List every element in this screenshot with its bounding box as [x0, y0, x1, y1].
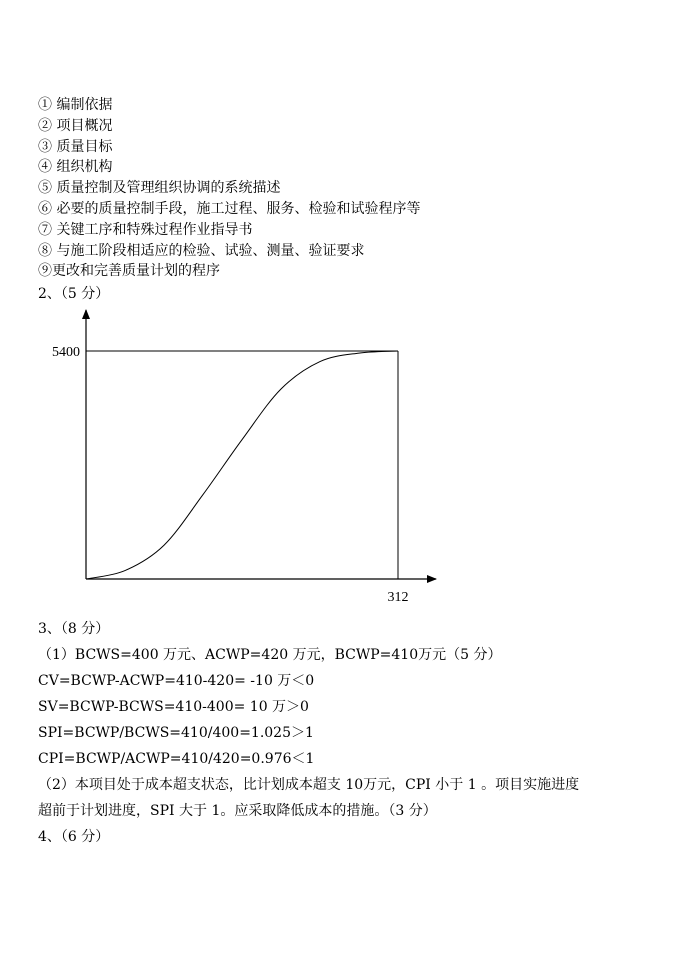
section-4-heading: 4、（6 分） — [38, 829, 110, 845]
y-tick-label: 5400 — [52, 345, 80, 360]
section-3-heading: 3、（8 分） — [38, 621, 110, 637]
list-item: ⑧ 与施工阶段相适应的检验、试验、测量、验证要求 — [38, 242, 365, 259]
section-2-heading: 2、（5 分） — [38, 286, 110, 302]
list-item: ① 编制依据 — [38, 97, 113, 113]
cpi-formula: CPI=BCWP/ACWP=410/420=0.976＜1 — [38, 751, 315, 767]
s-curve-chart — [0, 300, 688, 620]
list-item: ⑨更改和完善质量计划的程序 — [38, 263, 220, 280]
question-2-line-2: 超前于计划进度，SPI 大于 1。应采取降低成本的措施。（3 分） — [38, 803, 437, 819]
x-tick-label: 312 — [387, 590, 409, 605]
spi-formula: SPI=BCWP/BCWS=410/400=1.025＞1 — [38, 725, 314, 741]
list-item: ② 项目概况 — [38, 117, 113, 134]
list-item: ④ 组织机构 — [38, 159, 113, 176]
question-2-line-1: （2）本项目处于成本超支状态，比计划成本超支 10万元，CPI 小于 1 。项目实施进度 — [38, 777, 580, 793]
quality-plan-list — [38, 95, 420, 282]
cv-formula: CV=BCWP-ACWP=410-420= -10 万＜0 — [38, 673, 315, 689]
sv-formula: SV=BCWP-BCWS=410-400= 10 万＞0 — [38, 699, 309, 715]
list-item: ③ 质量目标 — [38, 138, 113, 155]
list-item: ⑥ 必要的质量控制手段，施工过程、服务、检验和试验程序等 — [38, 200, 421, 217]
list-item: ⑦ 关键工序和特殊过程作业指导书 — [38, 221, 253, 238]
cost-s-curve — [86, 351, 398, 579]
question-1-text: （1）BCWS=400 万元、ACWP=420 万元，BCWP=410万元（5 分） — [38, 647, 502, 663]
list-item: ⑤ 质量控制及管理组织协调的系统描述 — [38, 180, 281, 197]
